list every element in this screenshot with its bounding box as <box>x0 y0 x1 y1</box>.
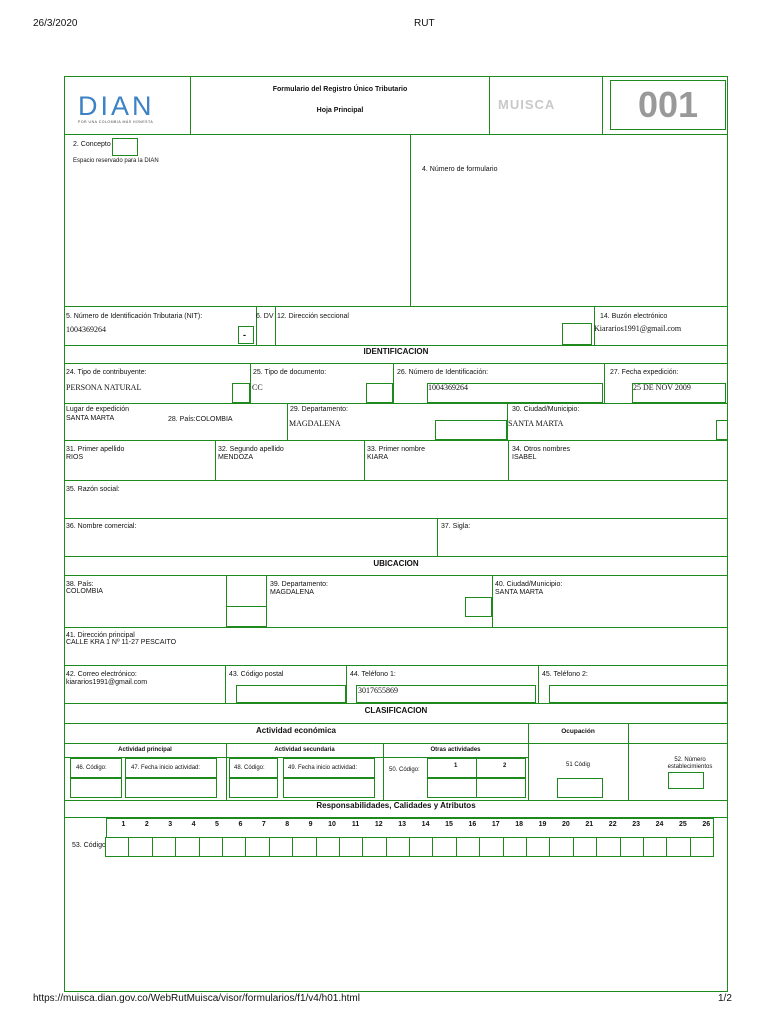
depto-exp-input[interactable] <box>435 420 507 440</box>
resp-input[interactable] <box>292 837 316 857</box>
otros-nombres-label: 34. Otros nombres <box>512 446 570 453</box>
otra-actividad-2-cell <box>476 758 526 778</box>
establecimientos-label: 52. Número establecimientos <box>667 757 713 770</box>
ciudad-exp-label: 30. Ciudad/Municipio: <box>512 406 580 413</box>
ocupacion-codigo-input[interactable] <box>557 778 603 798</box>
otra-actividad-1-cell <box>427 758 477 778</box>
resp-input[interactable] <box>199 837 223 857</box>
otros-nombres-value: ISABEL <box>512 454 537 461</box>
depto-value: MAGDALENA <box>270 589 314 596</box>
resp-number: 2 <box>144 821 149 828</box>
otra-actividad-2-label: 2 <box>503 763 507 769</box>
resp-input[interactable] <box>643 837 667 857</box>
print-date: 26/3/2020 <box>33 18 78 29</box>
actividad-economica-title: Actividad económica <box>255 726 337 735</box>
resp-number: 15 <box>445 821 453 828</box>
codigo-50-label: 50. Código: <box>389 767 420 773</box>
nombre1-label: 33. Primer nombre <box>367 446 425 453</box>
resp-input[interactable] <box>549 837 573 857</box>
apellido1-value: RIOS <box>66 454 84 461</box>
resp-number: 17 <box>491 821 500 828</box>
resp-number: 12 <box>374 821 383 828</box>
telefono1-value: 3017655869 <box>358 686 398 695</box>
section-responsabilidades: Responsabilidades, Calidades y Atributos <box>316 801 476 810</box>
seccional-input[interactable] <box>562 323 592 345</box>
codigo-postal-label: 43. Código postal <box>229 671 284 678</box>
fecha-49-label: 49. Fecha inicio actividad: <box>288 765 358 771</box>
resp-input[interactable] <box>128 837 152 857</box>
section-identificacion: IDENTIFICACION <box>363 347 429 356</box>
resp-input[interactable] <box>432 837 456 857</box>
fecha-exp-value: 25 DE NOV 2009 <box>633 383 691 392</box>
ocupacion-codigo-label: 51 Códig <box>566 762 591 768</box>
dv-label: 6. DV <box>256 313 274 320</box>
resp-input[interactable] <box>620 837 644 857</box>
pais-value: COLOMBIA <box>66 588 103 595</box>
fecha-49-input[interactable] <box>283 778 375 798</box>
dian-logo-text: DIAN <box>78 91 155 121</box>
resp-input[interactable] <box>245 837 269 857</box>
seccional-label: 12. Dirección seccional <box>277 313 349 320</box>
otras-actividades-title: Otras actividades <box>430 747 481 753</box>
contribuyente-value: PERSONA NATURAL <box>66 383 142 392</box>
form-number: 001 <box>637 84 699 125</box>
dv-value: - <box>243 330 246 340</box>
resp-number: 22 <box>608 821 617 828</box>
dv-input[interactable] <box>238 326 254 344</box>
ocupacion-title: Ocupación <box>561 728 595 735</box>
resp-number: 9 <box>308 821 313 828</box>
depto-exp-value: MAGDALENA <box>289 419 341 428</box>
concepto-label: 2. Concepto <box>73 141 111 148</box>
resp-input[interactable] <box>690 837 714 857</box>
resp-number: 3 <box>168 821 173 828</box>
resp-input[interactable] <box>503 837 527 857</box>
correo-label: 42. Correo electrónico: <box>66 671 137 678</box>
actividad-principal-title: Actividad principal <box>118 747 172 753</box>
resp-input[interactable] <box>362 837 386 857</box>
codigo-48-input[interactable] <box>229 778 278 798</box>
otra-actividad-1-label: 1 <box>454 763 458 769</box>
print-title: RUT <box>414 18 435 29</box>
page-url: https://muisca.dian.gov.co/WebRutMuisca/visor/formularios/f1/v4/h01.html <box>33 993 360 1004</box>
reserved-label: Espacio reservado para la DIAN <box>73 158 159 164</box>
resp-number: 25 <box>678 821 687 828</box>
pais-exp-label: 28. País:COLOMBIA <box>168 416 233 423</box>
telefono1-label: 44. Teléfono 1: <box>350 671 396 678</box>
codigo-postal-input[interactable] <box>236 685 346 703</box>
resp-number: 14 <box>421 821 430 828</box>
resp-number: 11 <box>351 821 360 828</box>
fecha-exp-label: 27. Fecha expedición: <box>610 369 679 376</box>
resp-number: 26 <box>702 821 711 828</box>
tipo-doc-label: 25. Tipo de documento: <box>253 369 327 376</box>
razon-social-label: 35. Razón social: <box>66 486 120 493</box>
form-subtitle: Hoja Principal <box>316 107 364 114</box>
pais-label: 38. País: <box>66 581 94 588</box>
resp-number: 6 <box>238 821 243 828</box>
resp-number: 19 <box>538 821 547 828</box>
lugar-exp-label: Lugar de expedición <box>66 406 130 413</box>
apellido1-label: 31. Primer apellido <box>66 446 125 453</box>
codigo-53-label: 53. Código <box>72 842 106 849</box>
fecha-47-input[interactable] <box>125 778 217 798</box>
ciudad-label: 40. Ciudad/Municipio: <box>495 581 563 588</box>
depto-label: 39. Departamento: <box>270 581 328 588</box>
resp-input[interactable] <box>152 837 176 857</box>
ciudad-exp-value: SANTA MARTA <box>508 419 564 428</box>
page-number: 1/2 <box>718 993 732 1004</box>
ciudad-value: SANTA MARTA <box>495 589 544 596</box>
contribuyente-input[interactable] <box>232 383 250 403</box>
apellido2-value: MENDOZA <box>218 454 253 461</box>
depto-input[interactable] <box>465 597 492 617</box>
section-ubicacion: UBICACION <box>373 559 419 568</box>
establecimientos-input[interactable] <box>668 772 704 789</box>
form-number-label: 4. Número de formulario <box>422 166 498 173</box>
nombre1-value: KIARA <box>367 454 389 461</box>
codigo-46-input[interactable] <box>70 778 122 798</box>
resp-number: 16 <box>468 821 477 828</box>
resp-number: 20 <box>562 821 570 828</box>
resp-number: 10 <box>328 821 336 828</box>
codigo-46-label: 46. Código: <box>76 765 107 771</box>
nombre-comercial-label: 36. Nombre comercial: <box>66 523 137 530</box>
buzon-value: Kiararios1991@gmail.com <box>594 324 682 333</box>
resp-input[interactable] <box>269 837 293 857</box>
form-title: Formulario del Registro Único Tributario <box>272 86 408 93</box>
resp-number: 23 <box>632 821 640 828</box>
telefono2-input[interactable] <box>549 685 728 703</box>
telefono2-label: 45. Teléfono 2: <box>542 671 588 678</box>
fecha-47-label: 47. Fecha inicio actividad: <box>131 765 201 771</box>
num-id-label: 26. Número de Identificación: <box>397 369 489 376</box>
correo-value: kiararios1991@gmail.com <box>66 679 148 686</box>
resp-input[interactable] <box>339 837 363 857</box>
actividad-secundaria-title: Actividad secundaria <box>274 747 335 753</box>
tipo-doc-input[interactable] <box>366 383 393 403</box>
responsabilidades-inputs <box>106 837 714 857</box>
direccion-value: CALLE KRA 1 Nº 11-27 PESCAITO <box>66 639 177 646</box>
buzon-label: 14. Buzón electrónico <box>600 313 668 320</box>
lugar-exp-value: SANTA MARTA <box>66 415 115 422</box>
pais-input[interactable] <box>226 575 267 627</box>
ciudad-exp-input[interactable] <box>716 420 728 440</box>
direccion-label: 41. Dirección principal <box>66 632 135 639</box>
codigo-48-label: 48. Código: <box>234 765 265 771</box>
num-id-value: 1004369264 <box>428 383 468 392</box>
muisca-logo-text: MUISCA <box>498 97 556 112</box>
apellido2-label: 32. Segundo apellido <box>218 446 284 453</box>
depto-exp-label: 29. Departamento: <box>290 406 348 413</box>
resp-input[interactable] <box>409 837 433 857</box>
resp-number: 1 <box>121 821 126 828</box>
otra-actividad-1-input[interactable] <box>427 778 477 798</box>
sigla-label: 37. Sigla: <box>441 523 471 530</box>
resp-number: 21 <box>585 821 594 828</box>
resp-input[interactable] <box>316 837 340 857</box>
resp-input[interactable] <box>573 837 597 857</box>
resp-number: 4 <box>191 821 196 828</box>
resp-input[interactable] <box>456 837 480 857</box>
dian-logo <box>78 92 178 124</box>
resp-number: 13 <box>398 821 407 828</box>
resp-input[interactable] <box>386 837 410 857</box>
resp-input[interactable] <box>222 837 246 857</box>
resp-input[interactable] <box>526 837 550 857</box>
resp-input[interactable] <box>666 837 690 857</box>
responsabilidades-header-row <box>106 818 714 838</box>
nit-label: 5. Número de Identificación Tributaria (NIT): <box>66 313 203 320</box>
resp-number: 8 <box>285 821 290 828</box>
resp-input[interactable] <box>175 837 199 857</box>
resp-number: 7 <box>261 821 266 828</box>
nit-value: 1004369264 <box>66 325 106 334</box>
section-clasificacion: CLASIFICACION <box>364 706 428 715</box>
resp-number: 5 <box>215 821 219 828</box>
concepto-input[interactable] <box>112 138 138 156</box>
otra-actividad-2-input[interactable] <box>476 778 526 798</box>
resp-number: 24 <box>655 821 664 828</box>
tipo-doc-value: CC <box>252 383 263 392</box>
dian-tagline: POR UNA COLOMBIA MÁS HONESTA <box>78 120 154 124</box>
resp-input[interactable] <box>105 837 129 857</box>
resp-input[interactable] <box>479 837 503 857</box>
resp-number: 18 <box>515 821 524 828</box>
resp-input[interactable] <box>596 837 620 857</box>
muisca-logo <box>498 96 598 114</box>
contribuyente-label: 24. Tipo de contribuyente: <box>66 369 147 376</box>
